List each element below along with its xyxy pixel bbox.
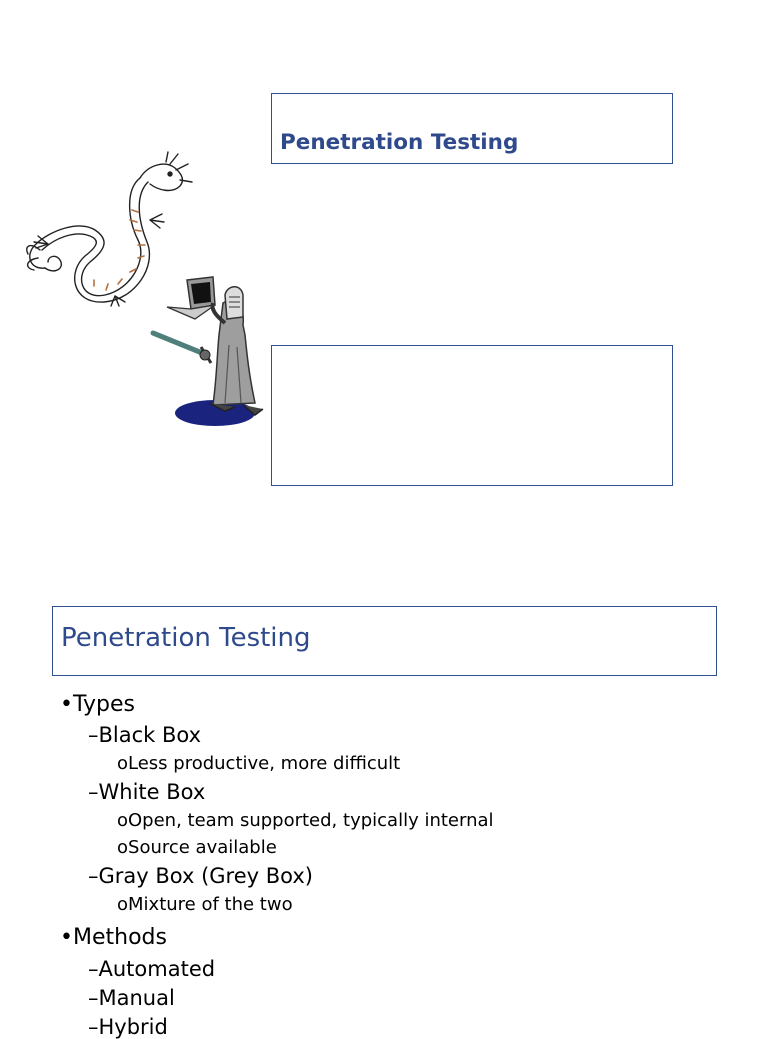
bullet-text: Mixture of the two: [128, 894, 293, 915]
circle-marker: o: [117, 810, 129, 831]
bullet-text: Types: [72, 692, 135, 717]
bullet-item: [88, 723, 201, 747]
slide-1-content-box: [271, 345, 673, 486]
slide-1-title-box: [271, 93, 673, 164]
bullet-item: [88, 986, 175, 1010]
circle-marker: o: [117, 753, 129, 774]
bullet-item: [88, 957, 215, 981]
bullet-text: Black Box: [98, 723, 202, 747]
bullet-text: White Box: [98, 780, 206, 804]
bullet-item: [117, 894, 293, 915]
bullet-text: Automated: [98, 957, 216, 981]
bullet-item: [117, 753, 400, 774]
slide-2-title-box: [52, 606, 717, 676]
bullet-item: [117, 837, 277, 858]
bullet-item: [88, 864, 313, 888]
bullet-marker: •: [60, 925, 73, 950]
bullet-item: [88, 1015, 168, 1039]
dash-marker: –: [88, 723, 99, 747]
bullet-text: Manual: [98, 986, 175, 1010]
bullet-item: [60, 925, 167, 950]
bullet-text: Open, team supported, typically internal: [128, 810, 494, 831]
dash-marker: –: [88, 1015, 99, 1039]
knight-with-laptop-clipart-icon: [145, 275, 265, 435]
clipart-group: [20, 150, 265, 435]
slide-2-title: Penetration Testing: [61, 623, 311, 653]
bullet-item: [88, 780, 205, 804]
dash-marker: –: [88, 986, 99, 1010]
dash-marker: –: [88, 957, 99, 981]
dash-marker: –: [88, 864, 99, 888]
bullet-text: Methods: [72, 925, 167, 950]
circle-marker: o: [117, 894, 129, 915]
circle-marker: o: [117, 837, 129, 858]
bullet-text: Hybrid: [98, 1015, 168, 1039]
slide-2: [0, 560, 768, 1039]
bullet-text: Less productive, more difficult: [128, 753, 401, 774]
bullet-item: [60, 692, 135, 717]
bullet-item: [117, 810, 494, 831]
bullet-text: Source available: [128, 837, 277, 858]
slide-1-title: Penetration Testing: [280, 130, 519, 155]
bullet-marker: •: [60, 692, 73, 717]
bullet-text: Gray Box (Grey Box): [98, 864, 313, 888]
dash-marker: –: [88, 780, 99, 804]
